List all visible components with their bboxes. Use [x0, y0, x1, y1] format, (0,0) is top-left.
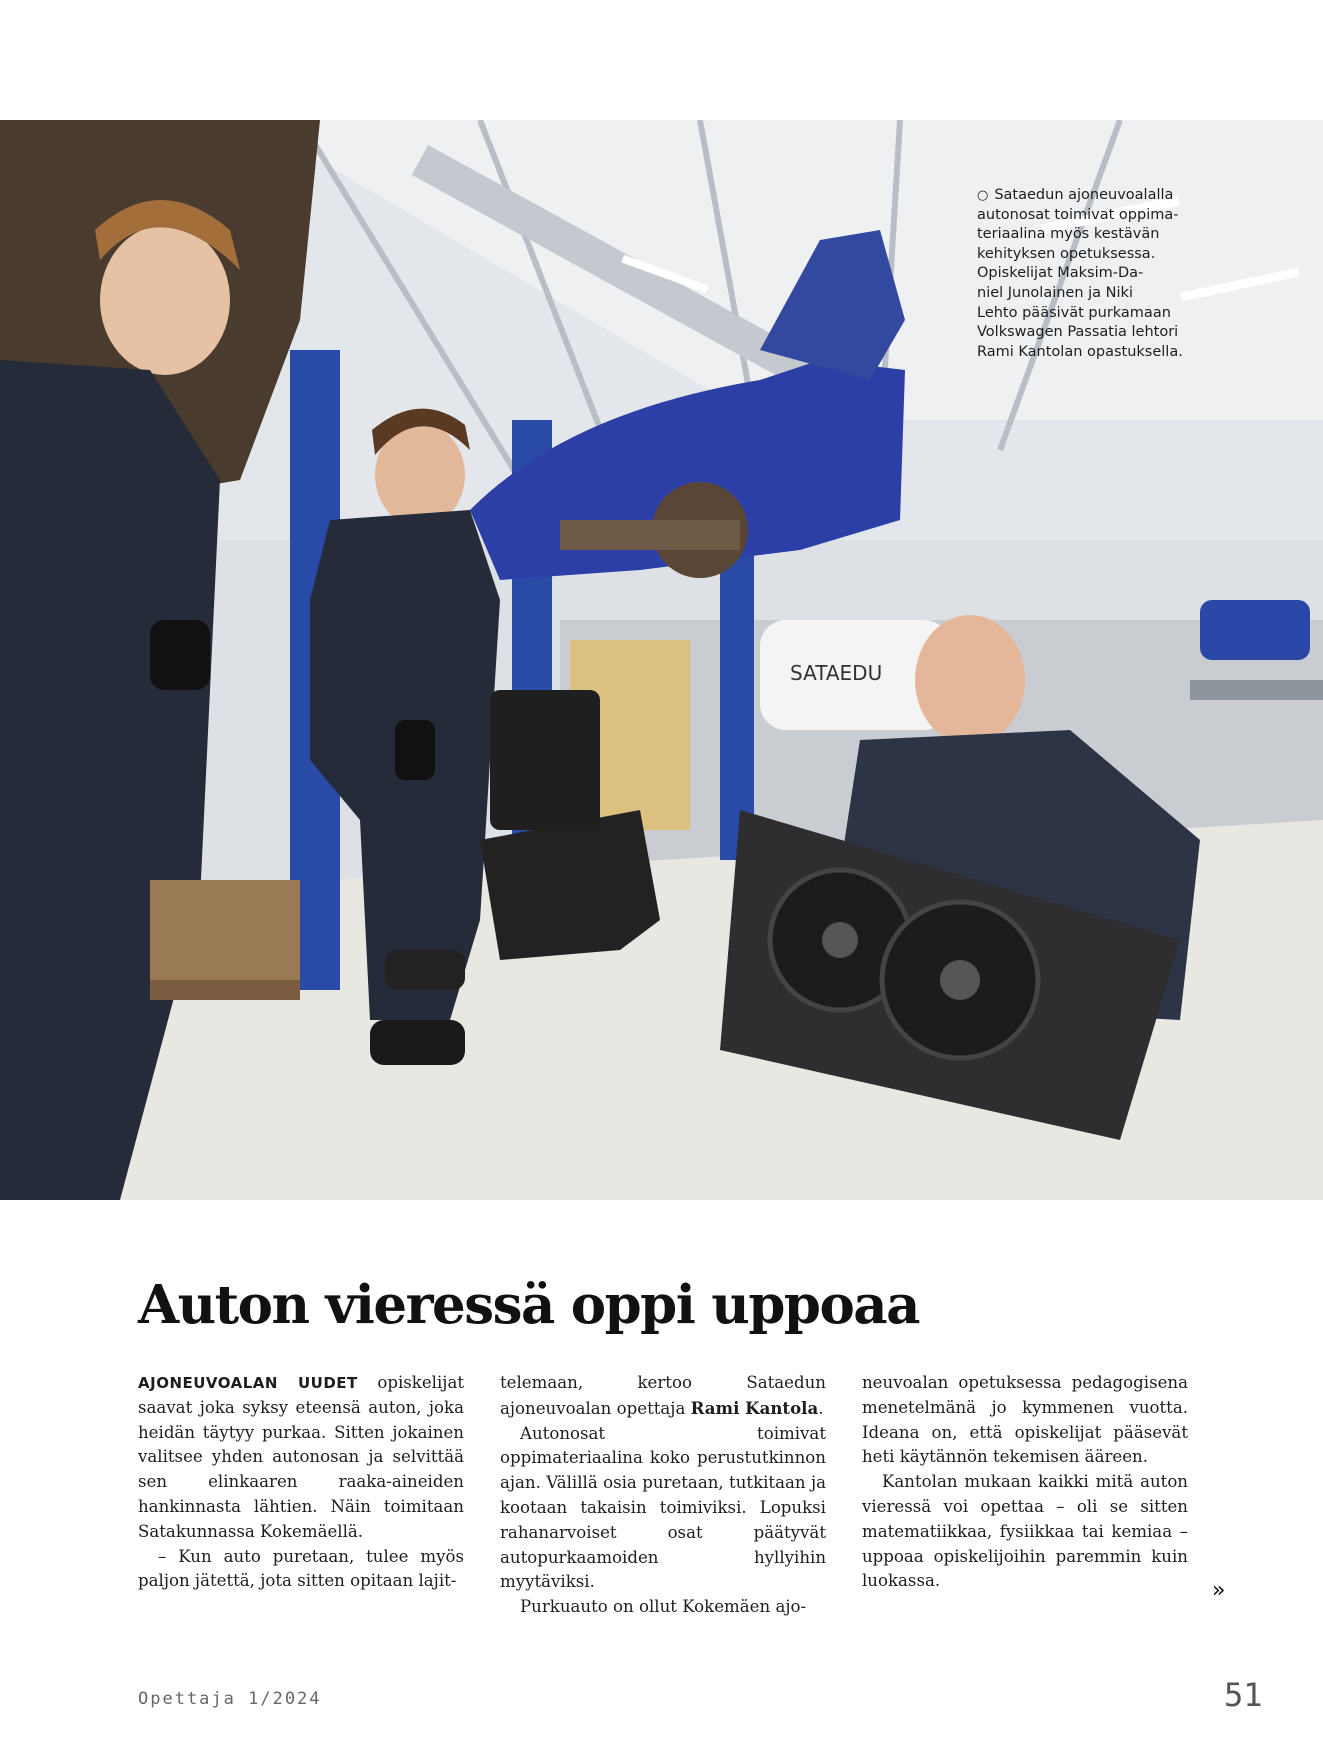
continue-arrow-icon: » [1212, 1578, 1226, 1603]
magazine-issue: Opettaja 1/2024 [138, 1689, 322, 1709]
paragraph [500, 1371, 826, 1422]
paragraph: neuvoalan opetuksessa pedagogisena menetelmänä jo kymmenen vuotta. Ideana on, että opiskelijat pääsevät heti käytännön tekemisen ääreen. [862, 1373, 1188, 1467]
caption-line: Sataedun ajoneuvoalalla [994, 187, 1174, 203]
paragraph: Kantolan mukaan kaikki mitä auton vieressä voi opettaa – oli se sitten matematiikkaa, fysiikkaa tai kemiaa – uppoaa opiskelijoihin paremmin kuin luokassa. [862, 1472, 1188, 1591]
van-logo: SATAEDU [790, 661, 883, 685]
caption-line: Lehto pääsivät purkamaan [977, 304, 1171, 321]
photo-caption [977, 186, 1187, 362]
paragraph: Purkuauto on ollut Kokemäen ajo- [520, 1597, 807, 1617]
caption-line: Opiskelijat Maksim-Da- [977, 265, 1144, 282]
paragraph: – Kun auto puretaan, tulee myös paljon jätettä, jota sitten opitaan lajit- [138, 1546, 464, 1591]
paragraph-text: . [818, 1398, 824, 1418]
article-column-1 [138, 1371, 464, 1594]
paragraph-text: telemaan, kertoo Sataedun ajoneuvoalan opettaja [500, 1373, 826, 1418]
caption-line: niel Junolainen ja Niki [977, 284, 1133, 301]
paragraph-text: opiskelijat saavat joka syksy eteensä auton, joka heidän täytyy purkaa. Sitten jokainen valitsee yhden autonosan ja selvittää sen elinkaaren raaka-aineiden hankinnasta lähtien. Näin toimitaan Satakunnassa Kokemäellä. [138, 1373, 464, 1541]
caption-bullet-icon: ○ [977, 188, 989, 203]
person-name: Rami Kantola [690, 1397, 819, 1418]
article-column-2 [500, 1371, 826, 1620]
caption-line: autonosat toimivat oppima- [977, 206, 1179, 223]
paragraph [138, 1371, 464, 1545]
paragraph: Autonosat toimivat oppimateriaalina koko perustutkinnon ajan. Välillä osia puretaan, tutkitaan ja kootaan takaisin toimiviksi. Lopuksi rahanarvoiset osat päätyvät autopurkaamoiden hyllyihin myytäviksi. [500, 1423, 826, 1592]
article-column-3 [862, 1371, 1188, 1594]
caption-line: Rami Kantolan opastuksella. [977, 343, 1183, 360]
caption-line: kehityksen opetuksessa. [977, 245, 1156, 262]
caption-line: Volkswagen Passatia lehtori [977, 324, 1179, 341]
caption-line: teriaalina myös kestävän [977, 226, 1160, 243]
article-headline: Auton vieressä oppi uppoaa [138, 1274, 919, 1336]
page-number: 51 [1224, 1676, 1263, 1714]
lead-in: AJONEUVOALAN UUDET [138, 1374, 358, 1392]
